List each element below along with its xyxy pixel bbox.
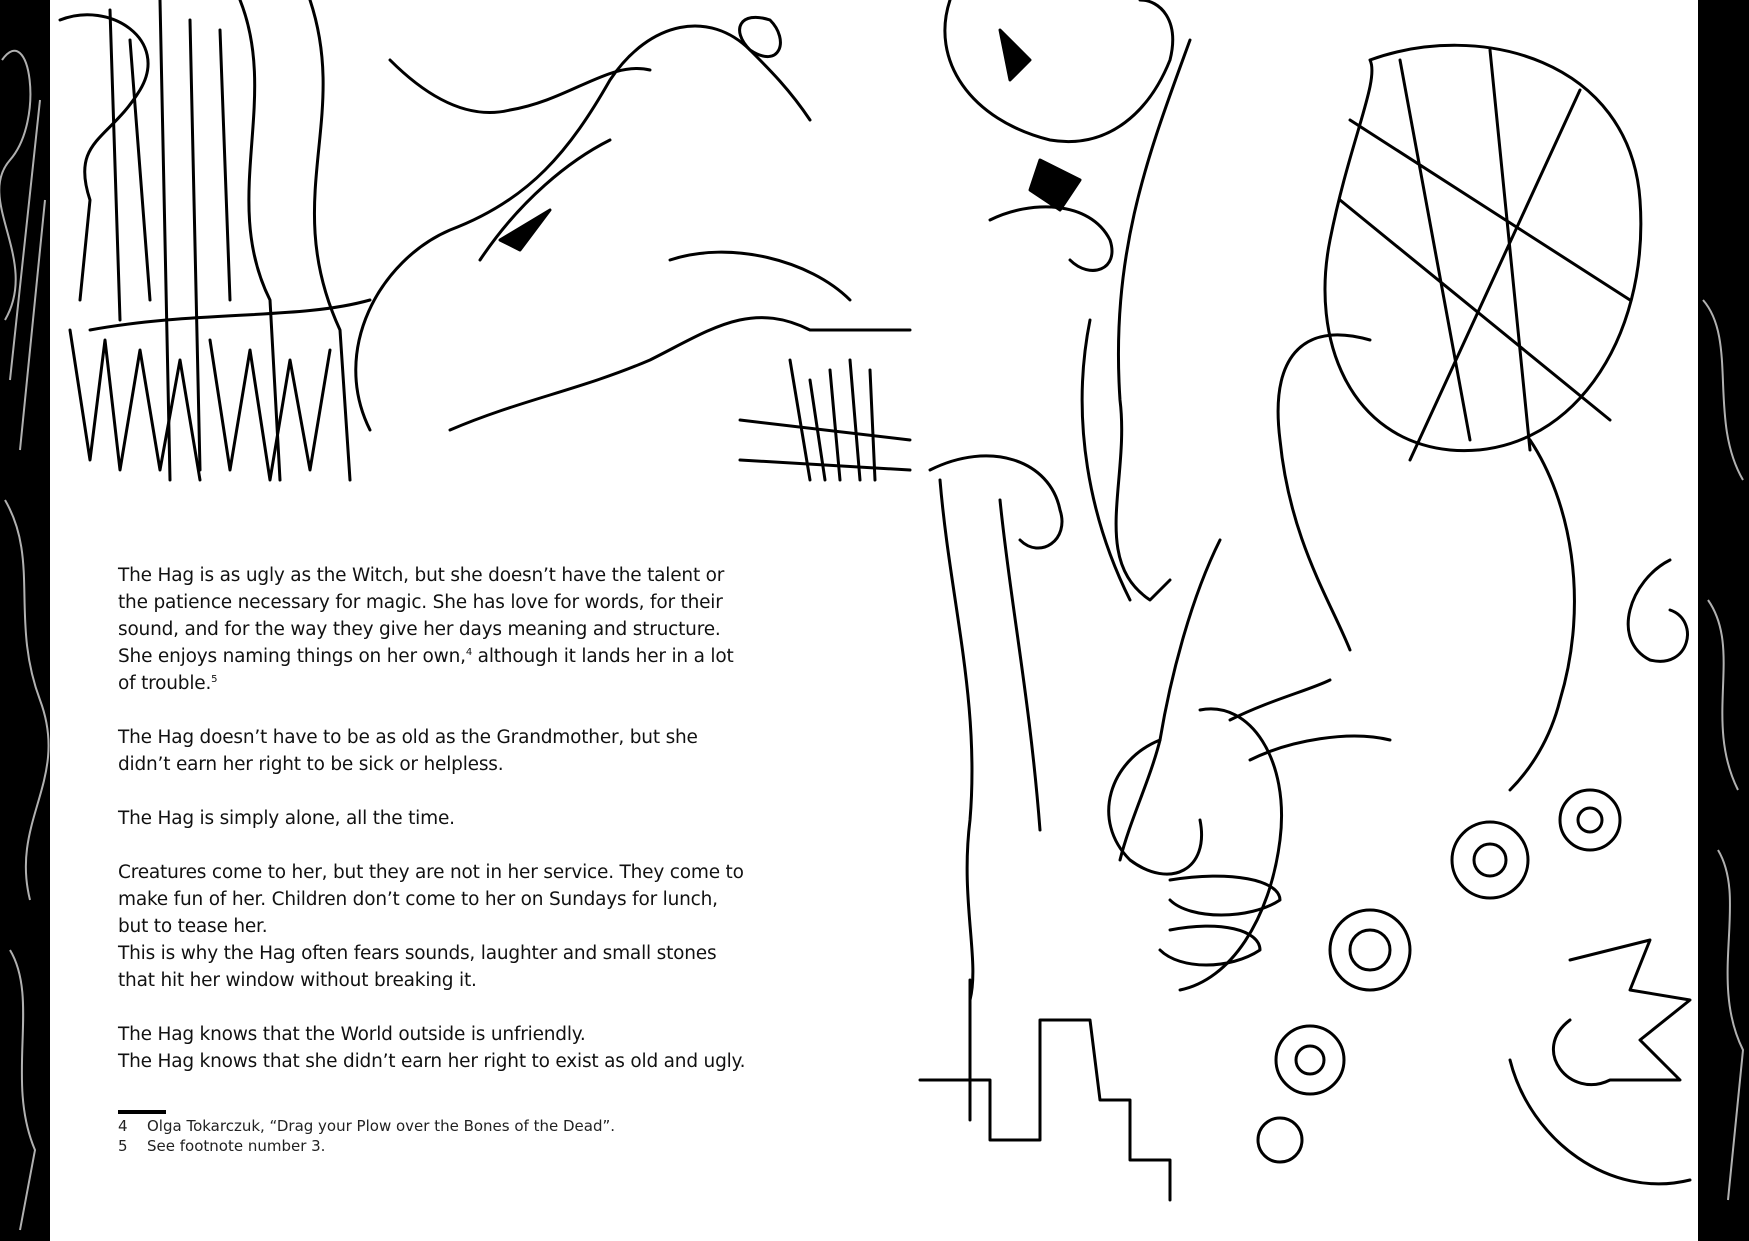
paragraph-2 bbox=[118, 724, 818, 778]
footnote-number: 4 bbox=[118, 1117, 128, 1135]
text-line: Creatures come to her, but they are not in her service. They come to bbox=[118, 862, 744, 883]
paragraph-3 bbox=[118, 805, 818, 832]
footnote-divider bbox=[118, 1110, 166, 1114]
text-line: didn’t earn her right to be sick or helpless. bbox=[118, 754, 504, 775]
text-fragment: although it lands her in a lot bbox=[472, 646, 734, 667]
footnote-number: 5 bbox=[118, 1137, 128, 1155]
footnote-ref-5[interactable]: 5 bbox=[211, 673, 218, 685]
text-line bbox=[118, 670, 818, 697]
text-line: sound, and for the way they give her days meaning and structure. bbox=[118, 619, 721, 640]
footnote-4 bbox=[118, 1116, 615, 1136]
footnote-ref-4[interactable]: 4 bbox=[465, 646, 472, 658]
paragraph-4 bbox=[118, 859, 818, 994]
left-black-margin bbox=[0, 0, 50, 1241]
text-line: The Hag knows that the World outside is unfriendly. bbox=[118, 1024, 586, 1045]
footnote-text: Olga Tokarczuk, “Drag your Plow over the Bones of the Dead”. bbox=[147, 1117, 616, 1135]
paragraph-5 bbox=[118, 1021, 818, 1075]
text-line: The Hag is simply alone, all the time. bbox=[118, 808, 455, 829]
text-fragment: of trouble. bbox=[118, 673, 212, 694]
main-text bbox=[118, 562, 818, 1075]
text-line: make fun of her. Children don’t come to her on Sundays for lunch, bbox=[118, 889, 718, 910]
right-black-margin bbox=[1698, 0, 1749, 1241]
text-line: but to tease her. bbox=[118, 916, 268, 937]
text-line: The Hag doesn’t have to be as old as the Grandmother, but she bbox=[118, 727, 698, 748]
text-line: The Hag is as ugly as the Witch, but she doesn’t have the talent or bbox=[118, 565, 725, 586]
text-line bbox=[118, 643, 818, 670]
text-line: that hit her window without breaking it. bbox=[118, 970, 477, 991]
right-margin-scribbles bbox=[1698, 0, 1749, 1241]
text-fragment: She enjoys naming things on her own, bbox=[118, 646, 466, 667]
footnotes bbox=[118, 1116, 615, 1156]
text-line: This is why the Hag often fears sounds, laughter and small stones bbox=[118, 943, 717, 964]
left-margin-scribbles bbox=[0, 0, 50, 1241]
book-spread bbox=[50, 0, 1698, 1241]
footnote-text: See footnote number 3. bbox=[147, 1137, 326, 1155]
text-line: The Hag knows that she didn’t earn her right to exist as old and ugly. bbox=[118, 1051, 746, 1072]
paragraph-1 bbox=[118, 562, 818, 697]
text-line: the patience necessary for magic. She has love for words, for their bbox=[118, 592, 723, 613]
footnote-5 bbox=[118, 1136, 615, 1156]
